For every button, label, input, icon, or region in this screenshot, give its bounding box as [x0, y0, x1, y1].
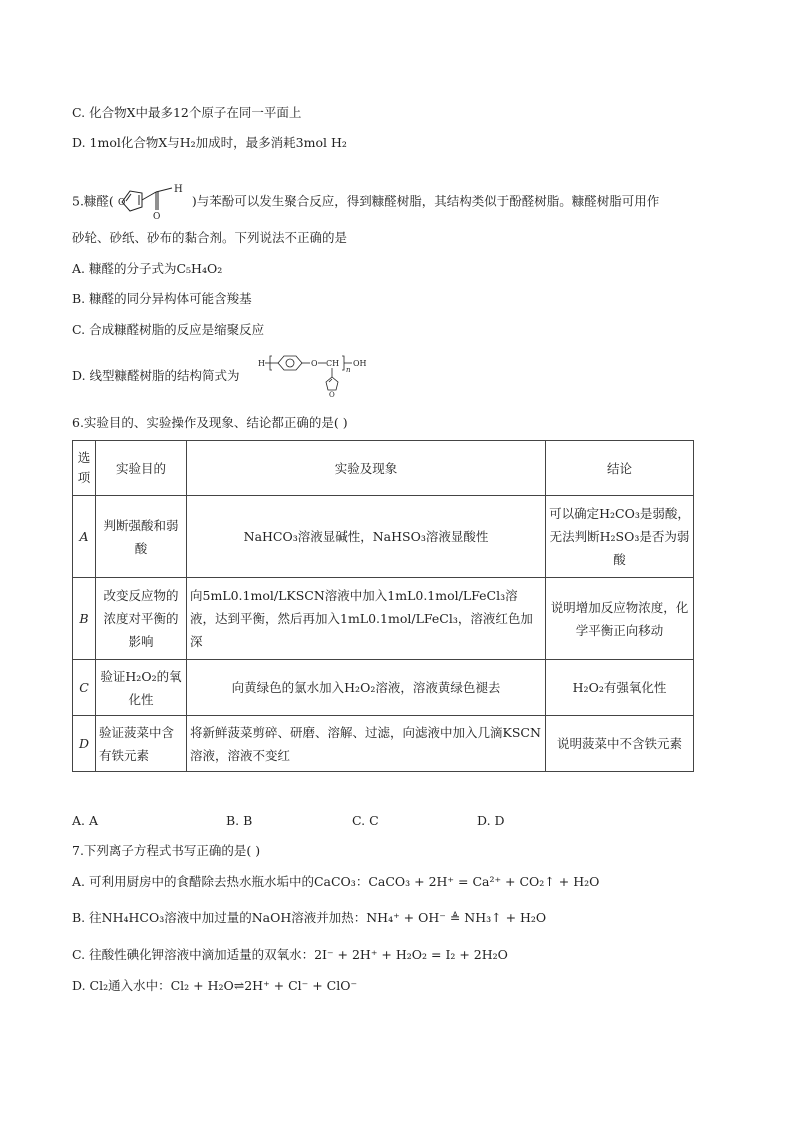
resin-ch-label: CH: [326, 359, 340, 368]
q5-option-d-prefix: D. 线型糠醛树脂的结构简式为: [72, 368, 240, 383]
header-phenomenon: 实验及现象: [187, 441, 546, 496]
q7-option-d: D. Cl₂通入水中：Cl₂ + H₂O⇌2H⁺ + Cl⁻ + ClO⁻: [72, 978, 358, 993]
q5-option-d: [72, 368, 240, 384]
row-option: C: [73, 660, 96, 716]
q5-intro-line2: 砂轮、砂纸、砂布的黏合剂。下列说法不正确的是: [72, 230, 348, 245]
q7-stem: 7.下列离子方程式书写正确的是( ): [72, 843, 261, 858]
header-purpose: 实验目的: [96, 441, 187, 496]
header-conclusion: 结论: [546, 441, 694, 496]
q7-option-c: C. 往酸性碘化钾溶液中滴加适量的双氧水：2I⁻ + 2H⁺ + H₂O₂ = I₂ + 2H₂O: [72, 947, 508, 962]
q4-option-c: C. 化合物X中最多12个原子在同一平面上: [72, 105, 302, 120]
table-row: [73, 716, 694, 772]
q6-choice-c: C. C: [352, 813, 379, 828]
q5-option-a: A. 糠醛的分子式为C₅H₄O₂: [72, 261, 223, 276]
carbonyl-o-label: O: [152, 212, 161, 220]
row-option: B: [73, 578, 96, 660]
resin-o-label: O: [311, 359, 318, 368]
furfural-structure: [114, 180, 192, 224]
experiment-table: [72, 440, 694, 772]
row-conclusion: 说明菠菜中不含铁元素: [546, 716, 694, 772]
q7-option-b: B. 往NH₄HCO₃溶液中加过量的NaOH溶液并加热：NH₄⁺ + OH⁻ ≜ NH₃↑ + H₂O: [72, 910, 547, 925]
q5-intro: [72, 180, 659, 224]
aldehyde-h-label: H: [173, 184, 183, 195]
q6-choice-b: B. B: [226, 813, 253, 828]
table-row: [73, 660, 694, 716]
furan-o-label: O: [117, 198, 126, 208]
table-header-row: [73, 441, 694, 496]
q5-option-c: C. 合成糠醛树脂的反应是缩聚反应: [72, 322, 265, 337]
q5-intro-suffix: )与苯酚可以发生聚合反应，得到糠醛树脂，其结构类似于酚醛树脂。糠醛树脂可用作: [191, 193, 660, 209]
row-conclusion: 说明增加反应物浓度，化学平衡正向移动: [546, 578, 694, 660]
table-row: [73, 496, 694, 578]
q4-option-d: D. 1mol化合物X与H₂加成时，最多消耗3mol H₂: [72, 135, 347, 150]
resin-n-label: n: [346, 366, 351, 374]
q6-stem: 6.实验目的、实验操作及现象、结论都正确的是( ): [72, 415, 348, 430]
resin-h-label: H: [258, 359, 265, 368]
q6-choice-a: A. A: [72, 813, 99, 828]
table-row: [73, 578, 694, 660]
resin-oh-label: OH: [353, 359, 367, 368]
q6-choice-d: D. D: [477, 813, 505, 828]
header-option: 选项: [73, 441, 96, 496]
q5-option-b: B. 糠醛的同分异构体可能含羧基: [72, 291, 252, 306]
q5-intro-prefix: 5.糠醛(: [72, 193, 114, 209]
resin-furan-o-label: O: [329, 391, 335, 399]
row-conclusion: 可以确定H₂CO₃是弱酸，无法判断H₂SO₃是否为弱酸: [546, 496, 694, 578]
q7-option-a: A. 可利用厨房中的食醋除去热水瓶水垢中的CaCO₃：CaCO₃ + 2H⁺ = Ca²⁺ + CO₂↑ + H₂O: [72, 874, 600, 889]
row-purpose: 验证菠菜中含有铁元素: [96, 716, 187, 772]
row-purpose: 判断强酸和弱酸: [96, 496, 187, 578]
row-purpose: 改变反应物的浓度对平衡的影响: [96, 578, 187, 660]
row-phenomenon: NaHCO₃溶液显碱性，NaHSO₃溶液显酸性: [187, 496, 546, 578]
row-option: A: [73, 496, 96, 578]
row-phenomenon: 向黄绿色的氯水加入H₂O₂溶液，溶液黄绿色褪去: [187, 660, 546, 716]
row-phenomenon: 将新鲜菠菜剪碎、研磨、溶解、过滤，向滤液中加入几滴KSCN溶液，溶液不变红: [187, 716, 546, 772]
row-option: D: [73, 716, 96, 772]
resin-structure: [256, 352, 386, 405]
row-conclusion: H₂O₂有强氧化性: [546, 660, 694, 716]
row-phenomenon: 向5mL0.1mol/LKSCN溶液中加入1mL0.1mol/LFeCl₃溶液，达到平衡，然后再加入1mL0.1mol/LFeCl₃，溶液红色加深: [187, 578, 546, 660]
row-purpose: 验证H₂O₂的氧化性: [96, 660, 187, 716]
